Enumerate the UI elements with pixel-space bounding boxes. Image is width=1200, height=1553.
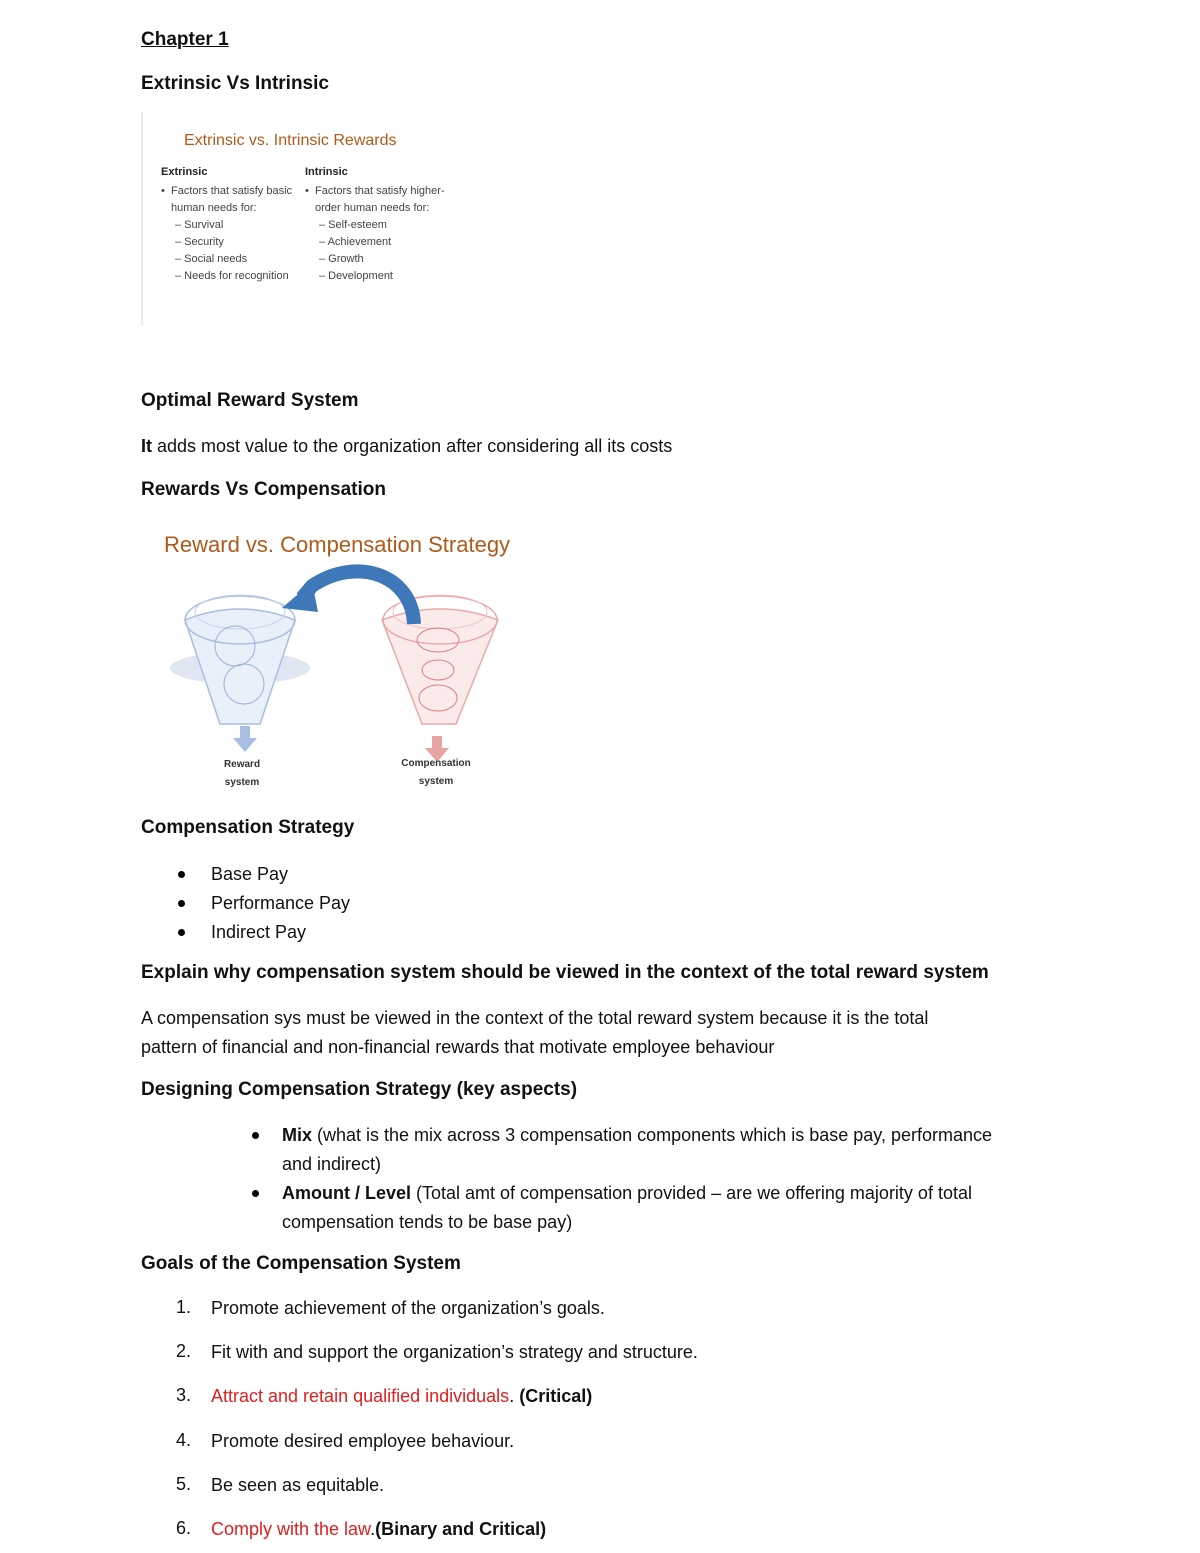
- goal-text: [211, 1515, 546, 1544]
- punctuation: .: [370, 1519, 376, 1539]
- optimal-reward-heading: Optimal Reward System: [141, 390, 359, 411]
- intrinsic-column-heading: Intrinsic: [305, 166, 348, 178]
- chapter-heading: Chapter 1: [141, 29, 229, 50]
- extrinsic-item: – Survival: [175, 219, 224, 231]
- figure-title: Reward vs. Compensation Strategy: [164, 532, 511, 557]
- extrinsic-item: – Security: [175, 236, 224, 248]
- highlighted-text: Attract and retain qualified individuals: [211, 1386, 510, 1406]
- extrinsic-bullet: • Factors that satisfy basic human needs for:: [161, 183, 301, 217]
- goal-number: 1.: [176, 1297, 192, 1317]
- item-continuation: compensation tends to be base pay): [282, 1212, 573, 1232]
- intrinsic-bullet: • Factors that satisfy higher-order human needs for:: [305, 183, 445, 217]
- designing-heading: Designing Compensation Strategy (key aspects): [141, 1079, 578, 1100]
- reward-funnel: [170, 595, 310, 752]
- list-item: Base Pay: [211, 860, 350, 889]
- extrinsic-intrinsic-heading: Extrinsic Vs Intrinsic: [141, 73, 329, 94]
- item-term: Amount / Level: [282, 1183, 412, 1203]
- explain-paragraph: [141, 1004, 928, 1062]
- intrinsic-item: – Growth: [319, 253, 364, 265]
- designing-list: [282, 1121, 1082, 1237]
- list-item: Performance Pay: [211, 889, 350, 918]
- extrinsic-item: – Needs for recognition: [175, 270, 289, 282]
- extrinsic-column-heading: Extrinsic: [161, 166, 208, 178]
- compensation-system-label: [396, 755, 476, 791]
- list-item: [282, 1179, 1082, 1237]
- paragraph-line: A compensation sys must be viewed in the context of the total reward system because it is the total: [141, 1008, 929, 1028]
- item-continuation: and indirect): [282, 1154, 382, 1174]
- goal-number: 3.: [176, 1385, 192, 1405]
- reward-compensation-figure: [150, 528, 550, 798]
- intrinsic-item: – Development: [319, 270, 393, 282]
- goal-text: [211, 1382, 592, 1411]
- optimal-rest: adds most value to the organization after considering all its costs: [152, 436, 673, 456]
- importance-tag: (Binary and Critical): [375, 1519, 547, 1539]
- explain-heading: Explain why compensation system should be viewed in the context of the total reward system: [141, 962, 989, 983]
- compensation-funnel: [382, 595, 498, 762]
- label-line: Reward: [223, 759, 261, 770]
- reward-system-label: [212, 756, 272, 792]
- goal-text: Promote desired employee behaviour.: [211, 1431, 515, 1451]
- goals-heading: Goals of the Compensation System: [141, 1253, 461, 1274]
- extrinsic-intrinsic-figure: [141, 112, 445, 326]
- list-item: Indirect Pay: [211, 918, 350, 947]
- figure-title: Extrinsic vs. Intrinsic Rewards: [184, 132, 397, 149]
- extrinsic-item: – Social needs: [175, 253, 248, 265]
- goal-number: 6.: [176, 1518, 192, 1538]
- rewards-compensation-heading: Rewards Vs Compensation: [141, 479, 386, 500]
- intrinsic-item: – Self-esteem: [319, 219, 387, 231]
- figure-edge: [141, 112, 143, 326]
- highlighted-text: Comply with the law: [211, 1519, 371, 1539]
- optimal-lead-word: It: [141, 436, 152, 456]
- goal-text: Promote achievement of the organization’s goals.: [211, 1298, 605, 1318]
- optimal-reward-text: [141, 432, 672, 461]
- punctuation: .: [509, 1386, 520, 1406]
- compensation-strategy-list: [211, 860, 350, 947]
- funnel-diagram: [150, 528, 550, 798]
- label-line: system: [224, 777, 260, 788]
- label-line: system: [418, 776, 454, 787]
- goal-number: 5.: [176, 1474, 192, 1494]
- label-line: Compensation: [401, 758, 471, 769]
- intrinsic-column: [305, 164, 445, 285]
- goal-text: Fit with and support the organization’s strategy and structure.: [211, 1342, 698, 1362]
- item-text: (Total amt of compensation provided – are we offering majority of total: [411, 1183, 972, 1203]
- item-term: Mix: [282, 1125, 313, 1145]
- importance-tag: (Critical): [519, 1386, 593, 1406]
- extrinsic-column: [161, 164, 301, 285]
- intrinsic-item: – Achievement: [319, 236, 392, 248]
- goal-number: 2.: [176, 1341, 192, 1361]
- list-item: [282, 1121, 1082, 1179]
- compensation-strategy-heading: Compensation Strategy: [141, 817, 355, 838]
- item-text: (what is the mix across 3 compensation components which is base pay, performance: [312, 1125, 992, 1145]
- goal-number: 4.: [176, 1430, 192, 1450]
- paragraph-line: pattern of financial and non-financial rewards that motivate employee behaviour: [141, 1037, 775, 1057]
- goal-text: Be seen as equitable.: [211, 1475, 385, 1495]
